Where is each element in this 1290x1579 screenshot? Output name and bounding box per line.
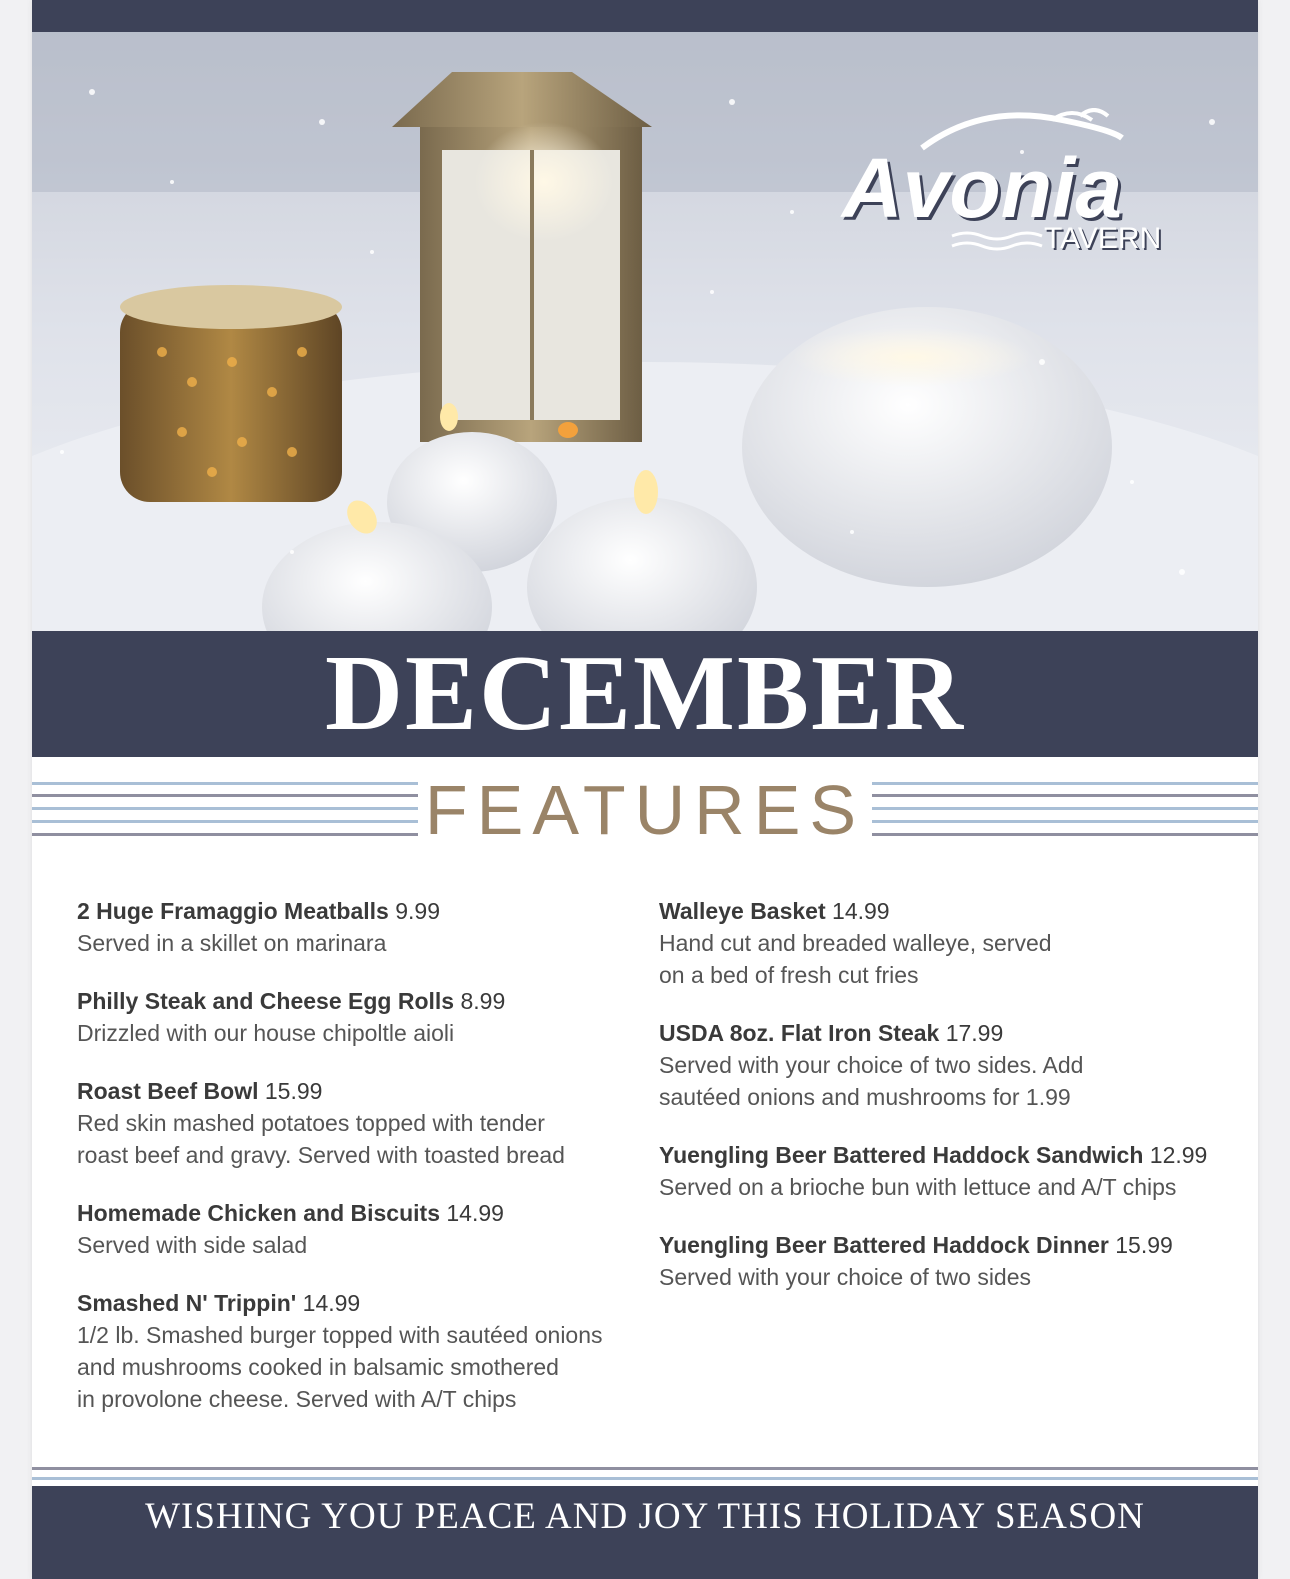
item-name: Smashed N' Trippin': [77, 1290, 297, 1316]
month-title: DECEMBER: [324, 634, 966, 753]
menu-item: [659, 895, 1219, 991]
avonia-logo: [822, 108, 1162, 278]
item-price: 14.99: [302, 1290, 361, 1316]
item-price: 15.99: [1115, 1232, 1173, 1258]
menu-page: [32, 0, 1258, 1579]
item-price: 15.99: [264, 1078, 323, 1104]
menu-item: [77, 1075, 637, 1171]
features-title: FEATURES: [424, 771, 866, 849]
item-name: Homemade Chicken and Biscuits: [77, 1200, 440, 1226]
item-description: Served with side salad: [77, 1232, 308, 1258]
item-price: 14.99: [446, 1200, 504, 1226]
menu-column-right: [659, 895, 1219, 1319]
menu-column-left: [77, 895, 637, 1441]
item-description: Drizzled with our house chipoltle aioli: [77, 1020, 455, 1046]
logo-sub: TAVERN: [1044, 222, 1162, 255]
item-description: Red skin mashed potatoes topped with tender roast beef and gravy. Served with toasted bread: [77, 1110, 565, 1168]
menu-item: [659, 1017, 1219, 1113]
item-price: 12.99: [1149, 1142, 1208, 1168]
item-name: Walleye Basket: [659, 898, 826, 924]
item-name: Philly Steak and Cheese Egg Rolls: [77, 988, 455, 1014]
decorative-stripes-bottom: [32, 1466, 1258, 1486]
item-price: 17.99: [945, 1020, 1004, 1046]
menu-item: [77, 985, 637, 1049]
item-name: 2 Huge Framaggio Meatballs: [77, 898, 389, 924]
item-name: Yuengling Beer Battered Haddock Dinner: [659, 1232, 1109, 1258]
decorative-stripes-left: [32, 782, 418, 838]
menu-item: [77, 1287, 637, 1415]
menu-item: [77, 1197, 637, 1261]
item-description: 1/2 lb. Smashed burger topped with sautéed onions and mushrooms cooked in balsamic smothered in provolone cheese. Served with A/T chips: [77, 1322, 603, 1412]
menu-item: [659, 1229, 1219, 1293]
footer-banner: [32, 1486, 1258, 1579]
menu-item: [77, 895, 637, 959]
menu-item: [659, 1139, 1219, 1203]
item-price: 9.99: [395, 898, 441, 924]
item-name: Yuengling Beer Battered Haddock Sandwich: [659, 1142, 1144, 1168]
item-description: Served on a brioche bun with lettuce and A/T chips: [659, 1174, 1177, 1200]
item-description: Served in a skillet on marinara: [77, 930, 387, 956]
decorative-stripes-right: [872, 782, 1258, 838]
item-name: USDA 8oz. Flat Iron Steak: [659, 1020, 940, 1046]
item-name: Roast Beef Bowl: [77, 1078, 259, 1104]
logo-brand: Avonia: [842, 141, 1123, 235]
month-banner: [32, 631, 1258, 757]
item-price: 14.99: [832, 898, 890, 924]
item-description: Served with your choice of two sides. Add sautéed onions and mushrooms for 1.99: [659, 1052, 1084, 1110]
footer-message: WISHING YOU PEACE AND JOY THIS HOLIDAY SEASON: [145, 1496, 1145, 1537]
top-band: [32, 0, 1258, 32]
features-heading: [32, 772, 1258, 848]
item-price: 8.99: [460, 988, 506, 1014]
item-description: Hand cut and breaded walleye, served on a bed of fresh cut fries: [659, 930, 1052, 988]
item-description: Served with your choice of two sides: [659, 1264, 1032, 1290]
